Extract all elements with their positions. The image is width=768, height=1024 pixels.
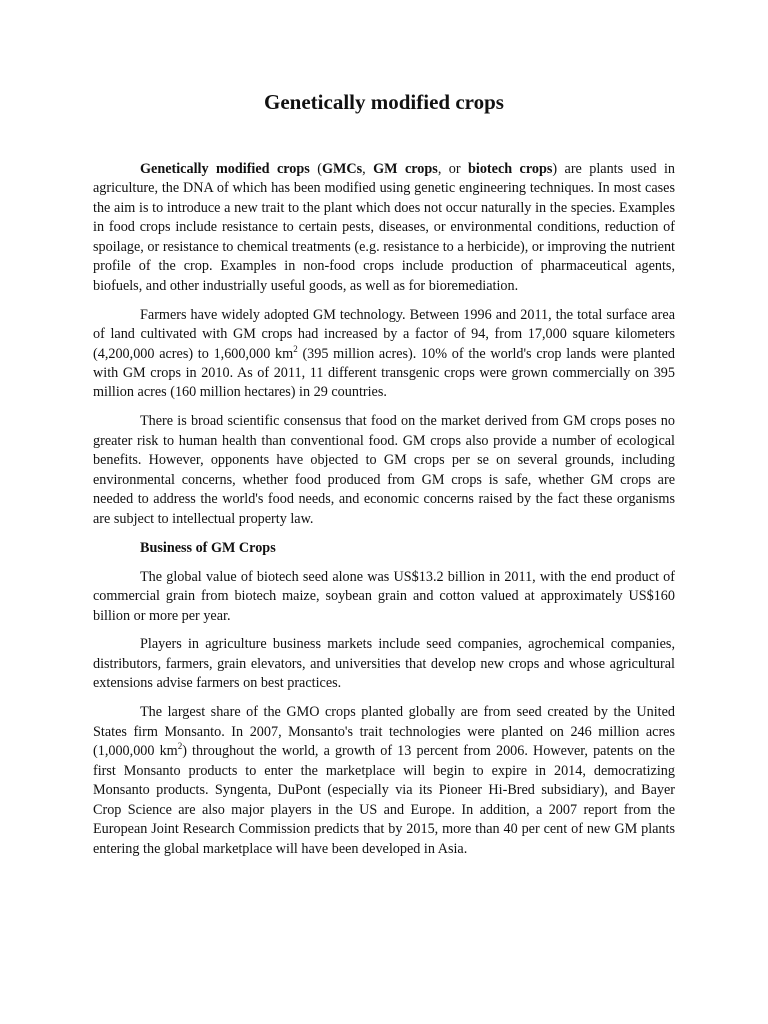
superscript: 2: [177, 741, 183, 752]
section-heading: Business of GM Crops: [140, 539, 276, 556]
text-fragment: ) throughout the world, a growth of 13 percent from 2006. However, patents on the first Monsanto products to enter the marketplace will begin to expire in 2014, democratizing Monsanto products. Syngenta, DuPont (especially via its Pioneer Hi-Bred subsidiary), and Bayer Crop Science are also major players in the US and Europe. In addition, a 2007 report from the European Joint Research Commission predicts that by 2015, more than 40 per cent of new GM plants entering the global marketplace will have been developed in Asia.: [93, 743, 675, 857]
text-fragment: , or: [437, 161, 468, 177]
text-fragment: ,: [362, 161, 374, 177]
paragraph-adoption: [93, 306, 675, 403]
term-genetically-modified-crops: Genetically modified crops: [140, 161, 310, 177]
document-title: Genetically modified crops: [264, 90, 504, 114]
term-biotech-crops: biotech crops: [468, 161, 553, 177]
paragraph-monsanto: [93, 703, 675, 859]
document-page: [93, 0, 675, 1024]
text-fragment: Farmers have widely adopted GM technology. Between 1996 and 2011, the total surface area of land cultivated with GM crops had increased by a factor of 94, from 17,000 square kilometers (4,200,000 acres) to 1,600,000 km: [93, 306, 675, 362]
paragraph-consensus: There is broad scientific consensus that food on the market derived from GM crops poses no greater risk to human health than conventional food. GM crops also provide a number of ecological benefits. However, opponents have objected to GM crops per se on several grounds, including environmental concerns, whether food produced from GM crops is safe, whether GM crops are needed to address the world's food needs, and economic concerns raised by the fact these organisms are subject to intellectual property law.: [93, 413, 675, 527]
superscript: 2: [293, 343, 298, 354]
paragraph-players: Players in agriculture business markets include seed companies, agrochemical companies, distributors, farmers, grain elevators, and universities that develop new crops and whose agricultural extensions advise farmers on best practices.: [93, 636, 675, 692]
term-gm-crops: GM crops: [373, 161, 438, 177]
text-fragment: (: [309, 161, 322, 177]
text-fragment: (395 million acres). 10% of the world's crop lands were planted with GM crops in 2010. As of 2011, 11 different transgenic crops were grown commercially on 395 million acres (160 million hectares) in 29 countries.: [93, 345, 675, 401]
text-fragment: ) are plants used in agriculture, the DNA of which has been modified using genetic engineering techniques. In most cases the aim is to introduce a new trait to the plant which does not occur naturally in the species. Examples in food crops include resistance to certain pests, diseases, or environmental conditions, reduction of spoilage, or resistance to chemical treatments (e.g. resistance to a herbicide), or improving the nutrient profile of the crop. Examples in non-food crops include production of pharmaceutical agents, biofuels, and other industrially useful goods, as well as for bioremediation.: [93, 161, 675, 294]
paragraph-intro: [93, 160, 675, 296]
term-gmcs: GMCs: [321, 161, 363, 177]
paragraph-global-value: The global value of biotech seed alone was US$13.2 billion in 2011, with the end product of commercial grain from biotech maize, soybean grain and cotton valued at approximately US$160 billion or more per year.: [93, 568, 675, 624]
text-fragment: The largest share of the GMO crops planted globally are from seed created by the United States firm Monsanto. In 2007, Monsanto's trait technologies were planted on 246 million acres (1,000,000 km: [93, 704, 675, 760]
document-body: [93, 160, 675, 868]
